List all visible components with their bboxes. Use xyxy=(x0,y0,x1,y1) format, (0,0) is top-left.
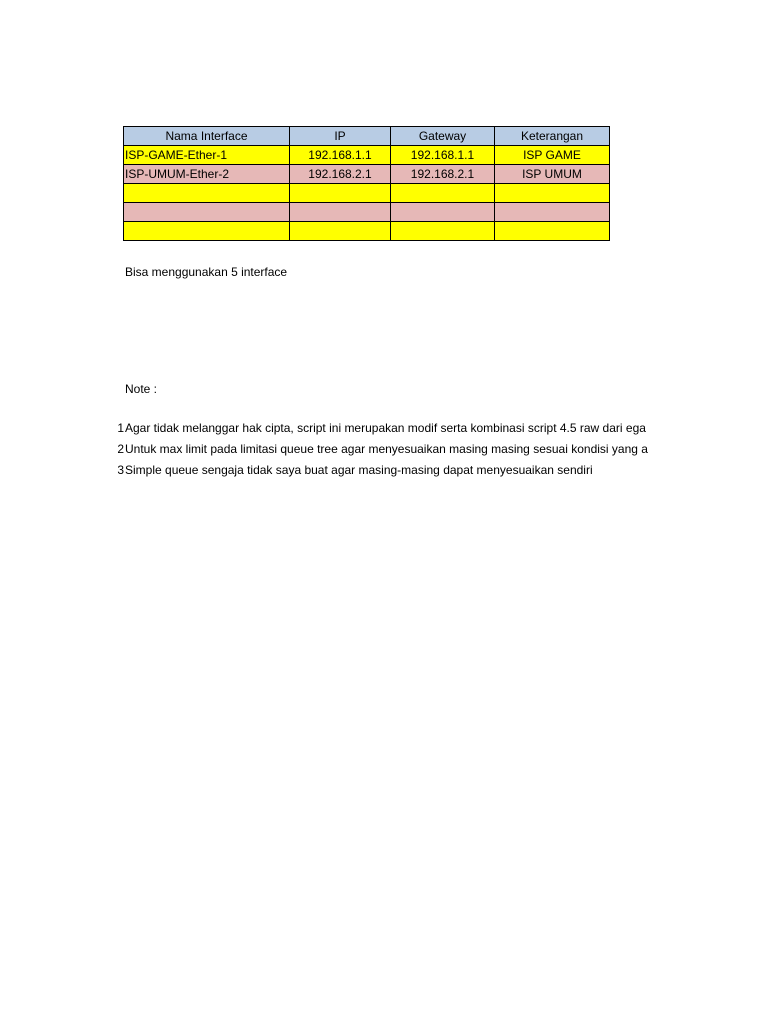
header-ip: IP xyxy=(290,127,391,146)
notes-list xyxy=(0,418,672,481)
cell-ip xyxy=(290,222,391,241)
cell-interface-name xyxy=(124,184,290,203)
cell-keterangan xyxy=(495,222,610,241)
note-text: Untuk max limit pada limitasi queue tree agar menyesuaikan masing masing sesuai kondisi yang a xyxy=(125,442,648,456)
cell-gateway xyxy=(391,222,495,241)
cell-interface-name xyxy=(124,203,290,222)
cell-interface-name: ISP-GAME-Ether-1 xyxy=(124,146,290,165)
cell-ip xyxy=(290,203,391,222)
table-row xyxy=(124,184,610,203)
interface-table xyxy=(123,126,610,241)
header-gateway: Gateway xyxy=(391,127,495,146)
table-row xyxy=(124,146,610,165)
note-number: 2 xyxy=(117,442,124,456)
note-text: Agar tidak melanggar hak cipta, script ini merupakan modif serta kombinasi script 4.5 raw dari ega xyxy=(125,421,646,435)
cell-gateway: 192.168.1.1 xyxy=(391,146,495,165)
cell-interface-name xyxy=(124,222,290,241)
cell-keterangan xyxy=(495,184,610,203)
note-item xyxy=(0,439,672,460)
header-keterangan: Keterangan xyxy=(495,127,610,146)
note-title: Note : xyxy=(125,382,158,396)
cell-ip xyxy=(290,184,391,203)
note-item xyxy=(0,418,672,439)
cell-keterangan xyxy=(495,203,610,222)
cell-ip: 192.168.1.1 xyxy=(290,146,391,165)
header-nama-interface: Nama Interface xyxy=(124,127,290,146)
table-header-row xyxy=(124,127,610,146)
table-row xyxy=(124,165,610,184)
note-text: Simple queue sengaja tidak saya buat agar masing-masing dapat menyesuaikan sendiri xyxy=(125,463,593,477)
cell-keterangan: ISP UMUM xyxy=(495,165,610,184)
note-number: 3 xyxy=(117,463,124,477)
interface-caption: Bisa menggunakan 5 interface xyxy=(125,265,288,279)
cell-gateway: 192.168.2.1 xyxy=(391,165,495,184)
note-number: 1 xyxy=(117,421,124,435)
cell-interface-name: ISP-UMUM-Ether-2 xyxy=(124,165,290,184)
note-item xyxy=(0,460,672,481)
cell-gateway xyxy=(391,184,495,203)
table-row xyxy=(124,222,610,241)
cell-gateway xyxy=(391,203,495,222)
table-row xyxy=(124,203,610,222)
cell-keterangan: ISP GAME xyxy=(495,146,610,165)
cell-ip: 192.168.2.1 xyxy=(290,165,391,184)
